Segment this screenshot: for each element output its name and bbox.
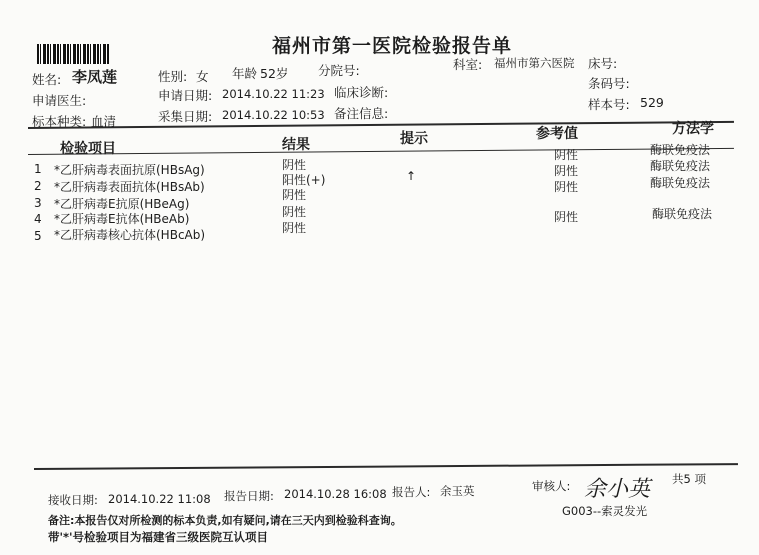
row-item: *乙肝病毒E抗体(HBeAb) — [54, 212, 190, 226]
report-label: 报告日期: — [224, 489, 274, 503]
row-number: 5 — [34, 229, 42, 243]
sample-no-value: 529 — [640, 95, 664, 110]
header-item: 检验项目 — [60, 141, 116, 157]
report-title: 福州市第一医院检验报告单 — [272, 35, 513, 57]
doctor-label: 申请医生: — [32, 93, 87, 108]
row-result: 阴性 — [282, 188, 307, 202]
report-date: 2014.10.28 16:08 — [284, 487, 387, 501]
barcode-image — [37, 44, 109, 64]
row-hint: ↑ — [406, 169, 417, 183]
reviewer-signature: 余小英 — [584, 477, 651, 502]
gender-label: 性别: — [158, 69, 188, 84]
row-item: *乙肝病毒E抗原(HBeAg) — [54, 197, 190, 211]
table-top-rule — [28, 121, 734, 129]
row-item: *乙肝病毒核心抗体(HBcAb) — [54, 228, 206, 242]
row-result: 阴性 — [282, 205, 307, 219]
row-reference: 阴性 — [554, 148, 579, 162]
reporter-label: 报告人: — [392, 485, 431, 499]
receive-date: 2014.10.22 11:08 — [108, 492, 211, 506]
footer-note-2: 带'*'号检验项目为福建省三级医院互认项目 — [48, 530, 269, 544]
row-method: 酶联免疫法 — [650, 143, 711, 157]
ward-label: 分院号: — [318, 63, 360, 78]
header-result: 结果 — [282, 137, 310, 153]
table-row — [0, 205, 759, 226]
row-method: 酶联免疫法 — [652, 207, 713, 221]
row-reference: 阴性 — [554, 180, 579, 194]
patient-name: 李凤莲 — [72, 68, 118, 86]
row-item: *乙肝病毒表面抗原(HBsAg) — [54, 163, 205, 177]
row-result: 阴性 — [282, 158, 307, 172]
row-method: 酶联免疫法 — [650, 159, 711, 173]
sample-type-value: 血清 — [91, 114, 117, 129]
name-label: 姓名: — [32, 72, 62, 87]
dept-label: 科室: — [453, 57, 483, 72]
apply-date-value: 2014.10.22 11:23 — [222, 87, 325, 101]
footer-rule — [34, 463, 738, 470]
row-item: *乙肝病毒表面抗体(HBsAb) — [54, 180, 205, 194]
row-reference: 阴性 — [554, 210, 579, 224]
header-method: 方法学 — [672, 121, 714, 137]
apply-date-label: 申请日期: — [158, 88, 213, 103]
reviewer-label: 审核人: — [532, 479, 571, 493]
row-reference: 阴性 — [554, 164, 579, 178]
sample-no-label: 样本号: — [588, 97, 630, 112]
collect-date-value: 2014.10.22 10:53 — [222, 108, 325, 122]
row-result: 阴性 — [282, 221, 307, 235]
dept-value: 福州市第六医院 — [494, 56, 575, 70]
remark-label: 备注信息: — [334, 106, 389, 121]
receive-label: 接收日期: — [48, 493, 98, 507]
sample-type-label: 标本种类: — [32, 114, 87, 129]
diagnosis-label: 临床诊断: — [334, 85, 389, 100]
row-number: 2 — [34, 179, 42, 193]
footer-note-1: 备注:本报告仅对所检测的标本负责,如有疑问,请在三天内到检验科查询。 — [48, 514, 402, 527]
table-header-rule — [28, 148, 734, 155]
gender-value: 女 — [196, 69, 209, 84]
item-count: 共5 项 — [672, 472, 706, 486]
header-reference: 参考值 — [536, 126, 578, 142]
table-row — [0, 221, 759, 243]
row-number: 1 — [34, 162, 42, 176]
bed-label: 床号: — [588, 56, 618, 71]
reporter-name: 余玉英 — [440, 484, 475, 498]
instrument-code: G003--索灵发光 — [562, 504, 648, 518]
age-value: 52岁 — [260, 66, 289, 81]
barcode-label: 条码号: — [588, 76, 630, 91]
age-label: 年龄 — [232, 66, 258, 81]
row-method: 酶联免疫法 — [650, 176, 711, 190]
row-number: 4 — [34, 212, 42, 226]
header-hint: 提示 — [400, 131, 428, 147]
collect-date-label: 采集日期: — [158, 109, 213, 124]
row-result: 阳性(+) — [282, 173, 326, 187]
row-number: 3 — [34, 196, 42, 210]
